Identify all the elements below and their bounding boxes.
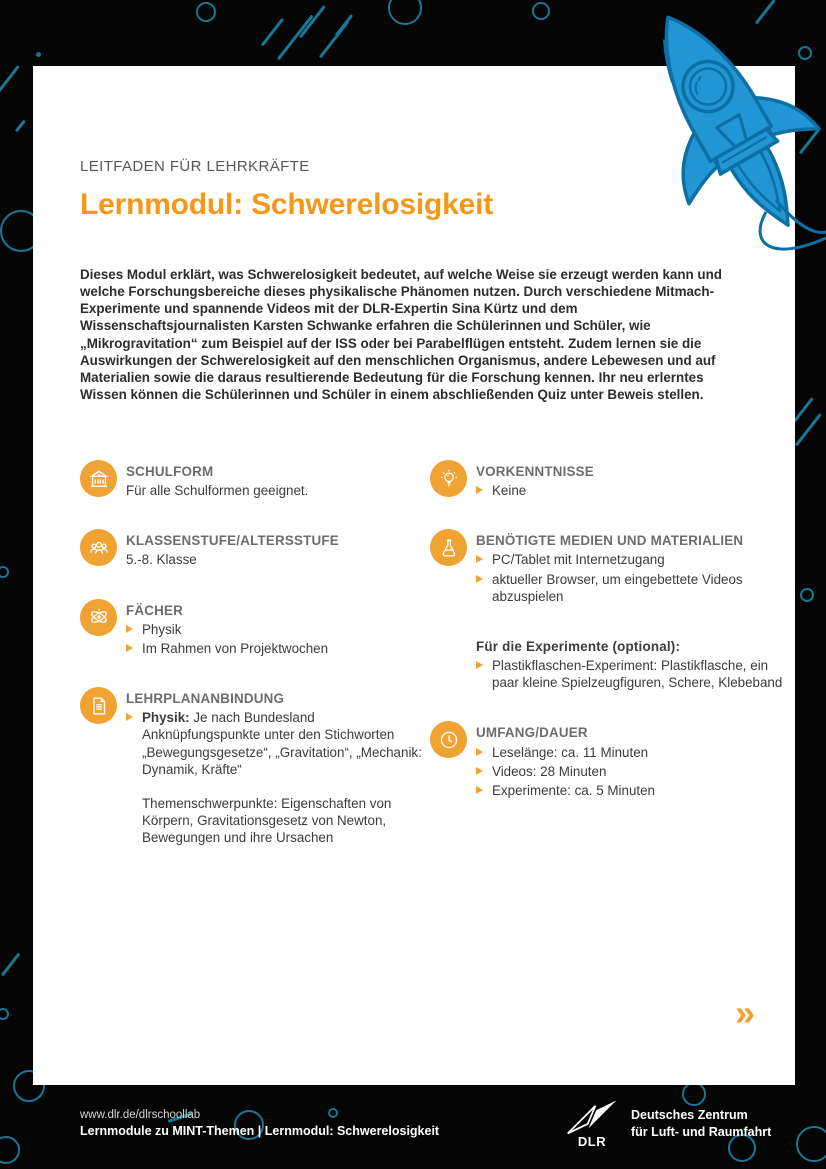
school-building-icon (80, 460, 117, 497)
rocket-illustration (630, 0, 826, 260)
intro-paragraph: Dieses Modul erklärt, was Schwerelosigkeit bedeutet, auf welche Weise sie erzeugt werden kann und welche Forschungsbereiche dieses physikalische Phänomen nutzen. Durch verschiedene Mitmach-Experimente und spannende Videos mit der DLR-Expertin Sina Kürtz und dem Wissenschaftsjournalisten Karsten Schwanke erfahren die Schülerinnen und Schüler, wie „Mikrogravitation“ zum Beispiel auf der ISS oder bei Parabelflügen entsteht. Zudem lernen sie die Auswirkungen der Schwerelosigkeit auf den menschlichen Organismus, andere Lebewesen und auf Materialien sowie die daraus resultierende Bedeutung für die Forschung kennen. Ihr neu erlerntes Wissen können die Schülerinnen und Schüler in einem abschließenden Quiz unter Beweis stellen. (80, 267, 722, 403)
item-text: 5.-8. Klasse (126, 552, 197, 568)
footer-text (80, 1109, 439, 1138)
item-text: PC/Tablet mit Internetzugang (492, 552, 665, 568)
decorative-line (1, 953, 21, 977)
section-heading: LEHRPLANANBINDUNG (126, 691, 285, 707)
dlr-wordmark: DLR (577, 1134, 607, 1149)
decorative-circle (196, 2, 216, 22)
section-heading: VORKENNTNISSE (476, 464, 594, 479)
section-umfang-dauer (430, 721, 796, 799)
section-item (476, 571, 796, 605)
bullet-triangle-icon (126, 709, 142, 778)
section-experimente-optional (430, 635, 796, 691)
decorative-line (335, 14, 353, 36)
clock-icon (430, 721, 467, 758)
section-schulform (80, 460, 430, 499)
dlr-org-line2: für Luft- und Raumfahrt (631, 1124, 772, 1139)
info-column-left (80, 460, 430, 876)
bullet-triangle-icon (476, 657, 492, 691)
dlr-emblem-icon (566, 1098, 618, 1136)
section-item (476, 482, 594, 499)
section-klassenstufe (80, 529, 430, 568)
decorative-circle (796, 1126, 826, 1162)
document-icon (80, 687, 117, 724)
flask-icon (430, 529, 467, 566)
decorative-circle (388, 0, 422, 25)
bullet-triangle-icon (476, 551, 492, 568)
section-item (126, 482, 308, 499)
item-text: Leselänge: ca. 11 Minuten (492, 744, 649, 760)
bullet-spacer (126, 795, 142, 846)
decorative-line (15, 120, 26, 133)
decorative-line (261, 18, 284, 47)
bullet-triangle-icon (126, 640, 142, 657)
decorative-circle (0, 1008, 9, 1020)
item-text: Keine (492, 483, 527, 499)
bullet-triangle-icon (476, 482, 492, 499)
decorative-dot (36, 52, 41, 57)
bullet-triangle-icon (476, 744, 492, 761)
section-heading: SCHULFORM (126, 464, 214, 479)
next-page-chevrons-icon: » (734, 992, 755, 1033)
decorative-line (299, 5, 326, 38)
section-item (476, 744, 655, 761)
section-item (476, 782, 655, 799)
lightbulb-icon (430, 460, 467, 497)
section-item (126, 709, 430, 778)
section-item (126, 621, 328, 638)
item-text: Physik: Je nach Bundesland Anknüpfungspunkte unter den Stichworten „Bewegungsgesetze“, „Gravitation“, „Mechanik: Dynamik, Kräfte“ (142, 710, 422, 777)
section-item (126, 640, 328, 657)
section-item (126, 551, 339, 568)
section-item (476, 551, 796, 568)
item-text: Videos: 28 Minuten (492, 763, 607, 779)
section-item (476, 657, 796, 691)
people-group-icon (80, 529, 117, 566)
decorative-circle (0, 566, 9, 578)
section-lehrplananbindung (80, 687, 430, 846)
section-heading: UMFANG/DAUER (476, 725, 588, 741)
decorative-circle (532, 2, 550, 20)
section-item (126, 795, 430, 846)
info-column-right (430, 460, 796, 876)
footer-series-title: Lernmodule zu MINT-Themen | Lernmodul: Schwerelosigkeit (80, 1124, 440, 1138)
footer-url: www.dlr.de/dlrschoollab (80, 1109, 201, 1121)
section-item (476, 763, 655, 780)
decorative-line (0, 65, 20, 98)
dlr-org-line1: Deutsches Zentrum (631, 1108, 748, 1123)
decorative-circle (800, 588, 814, 602)
item-text: Für alle Schulformen geeignet. (126, 483, 309, 499)
item-text: aktueller Browser, um eingebettete Videos abzuspielen (492, 571, 743, 604)
section-heading: Für die Experimente (optional): (476, 638, 681, 654)
info-columns (80, 460, 796, 876)
item-text: Im Rahmen von Projektwochen (142, 640, 329, 656)
section-vorkenntnisse (430, 460, 796, 499)
dlr-emblem (566, 1098, 618, 1149)
atom-icon (80, 599, 117, 636)
dlr-logo (566, 1098, 771, 1149)
dlr-org-name (631, 1107, 771, 1140)
section-heading: BENÖTIGTE MEDIEN UND MATERIALIEN (476, 533, 744, 549)
decorative-line (795, 413, 822, 446)
item-text: Plastikflaschen-Experiment: Plastikflasche, ein paar kleine Spielzeugfiguren, Schere, Klebeband (492, 658, 783, 691)
section-medien-materialien (430, 529, 796, 605)
bullet-triangle-icon (476, 763, 492, 780)
bullet-triangle-icon (476, 571, 492, 605)
item-text: Themenschwerpunkte: Eigenschaften von Körpern, Gravitationsgesetz von Newton, Bewegungen und ihre Ursachen (142, 795, 392, 846)
bullet-triangle-icon (476, 782, 492, 799)
item-text: Physik (142, 621, 182, 637)
item-text: Experimente: ca. 5 Minuten (492, 782, 656, 798)
section-heading: FÄCHER (126, 602, 183, 618)
section-faecher (80, 599, 430, 657)
page-title: Lernmodul: Schwerelosigkeit (80, 188, 494, 221)
eyebrow-label: LEITFADEN FÜR LEHRKRÄFTE (80, 158, 310, 175)
bullet-triangle-icon (126, 621, 142, 638)
decorative-circle (0, 1136, 20, 1164)
section-heading: KLASSENSTUFE/ALTERSSTUFE (126, 533, 339, 549)
